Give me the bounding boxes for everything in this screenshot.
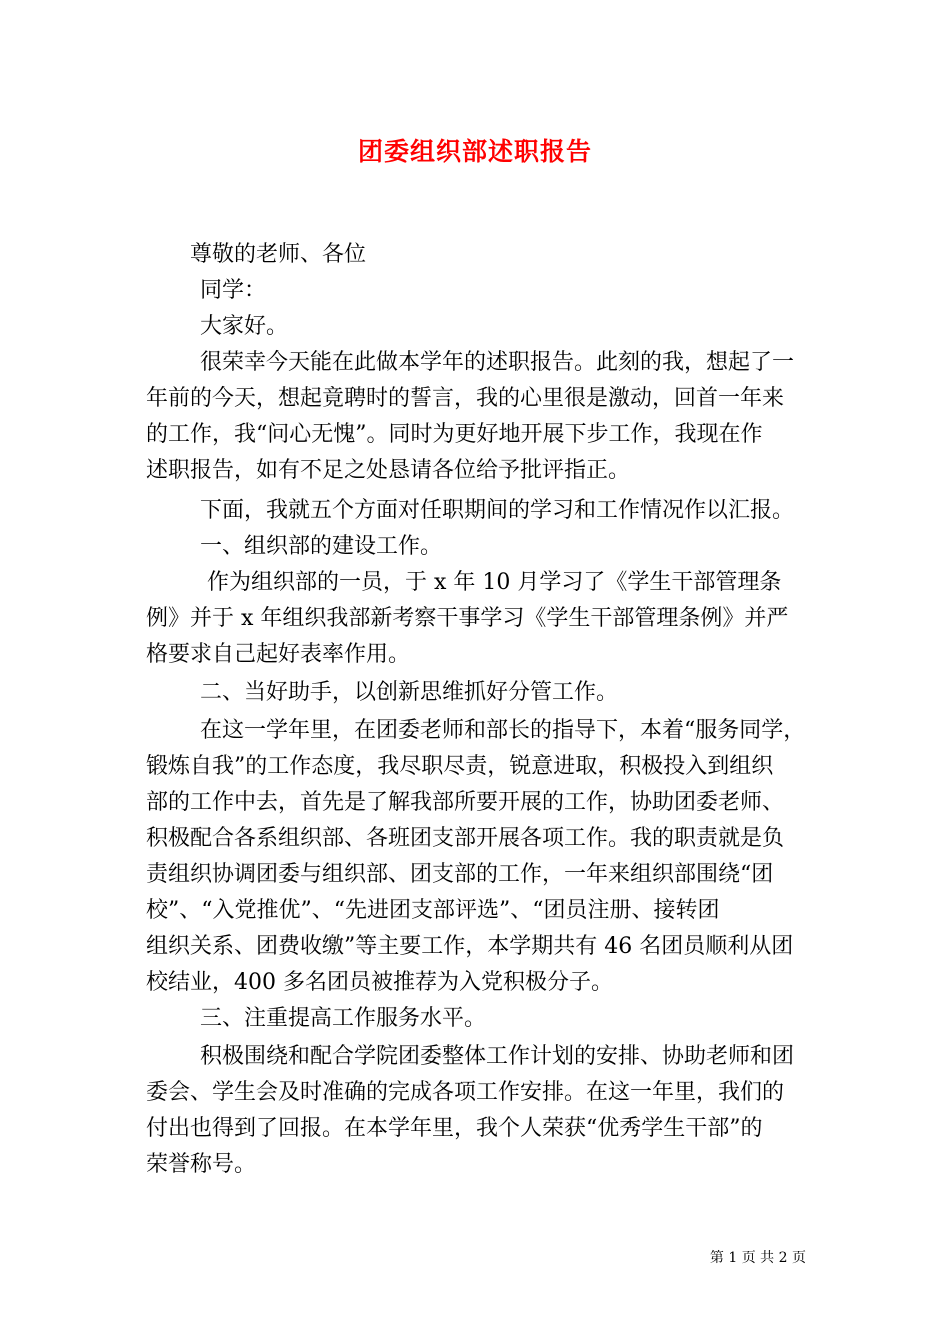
salutation-line-1: 尊敬的老师、各位 [190,242,367,267]
document-title: 团委组织部述职报告 [357,137,592,166]
paragraph-line: 组织关系、团费收缴”等主要工作，本学期共有 46 名团员顺利从团 [146,934,794,959]
paragraph-line: 校结业，400 多名团员被推荐为入党积极分子。 [146,970,613,995]
paragraph-line: 校”、“入党推优”、“先进团支部评选”、“团员注册、接转团 [146,898,720,923]
section-heading-2: 二、当好助手，以创新思维抓好分管工作。 [200,680,619,705]
paragraph-line: 例》并于 x 年组织我部新考察干事学习《学生干部管理条例》并严 [146,606,789,631]
paragraph-line: 部的工作中去，首先是了解我部所要开展的工作，协助团委老师、 [146,790,785,815]
paragraph-line: 委会、学生会及时准确的完成各项工作安排。在这一年里，我们的 [146,1080,785,1105]
salutation-line-2: 同学： [200,278,267,303]
paragraph-line: 下面，我就五个方面对任职期间的学习和工作情况作以汇报。 [200,498,795,523]
paragraph-line: 很荣幸今天能在此做本学年的述职报告。此刻的我，想起了一 [200,350,795,375]
paragraph-line: 在这一学年里，在团委老师和部长的指导下，本着“服务同学， [200,718,806,743]
section-heading-3: 三、注重提高工作服务水平。 [200,1006,487,1031]
paragraph-line: 的工作，我“问心无愧”。同时为更好地开展下步工作，我现在作 [146,422,763,447]
section-heading-1: 一、组织部的建设工作。 [200,534,443,559]
greeting-line: 大家好。 [200,314,289,339]
paragraph-line: 积极配合各系组织部、各班团支部开展各项工作。我的职责就是负 [146,826,785,851]
paragraph-line: 积极围绕和配合学院团委整体工作计划的安排、协助老师和团 [200,1044,795,1069]
paragraph-line: 作为组织部的一员，于 x 年 10 月学习了《学生干部管理条 [207,570,782,595]
paragraph-line: 年前的今天，想起竟聘时的誓言，我的心里很是激动，回首一年来 [146,386,785,411]
paragraph-line: 锻炼自我”的工作态度，我尽职尽责，锐意进取，积极投入到组织 [146,754,774,779]
paragraph-line: 责组织协调团委与组织部、团支部的工作，一年来组织部围绕“团 [146,862,774,887]
paragraph-line: 格要求自己起好表率作用。 [146,642,411,667]
page-number: 第 1 页 共 2 页 [709,1250,806,1266]
paragraph-line: 付出也得到了回报。在本学年里，我个人荣获“优秀学生干部”的 [146,1116,763,1141]
paragraph-line: 述职报告，如有不足之处恳请各位给予批评指正。 [146,458,631,483]
paragraph-line: 荣誉称号。 [146,1152,257,1177]
